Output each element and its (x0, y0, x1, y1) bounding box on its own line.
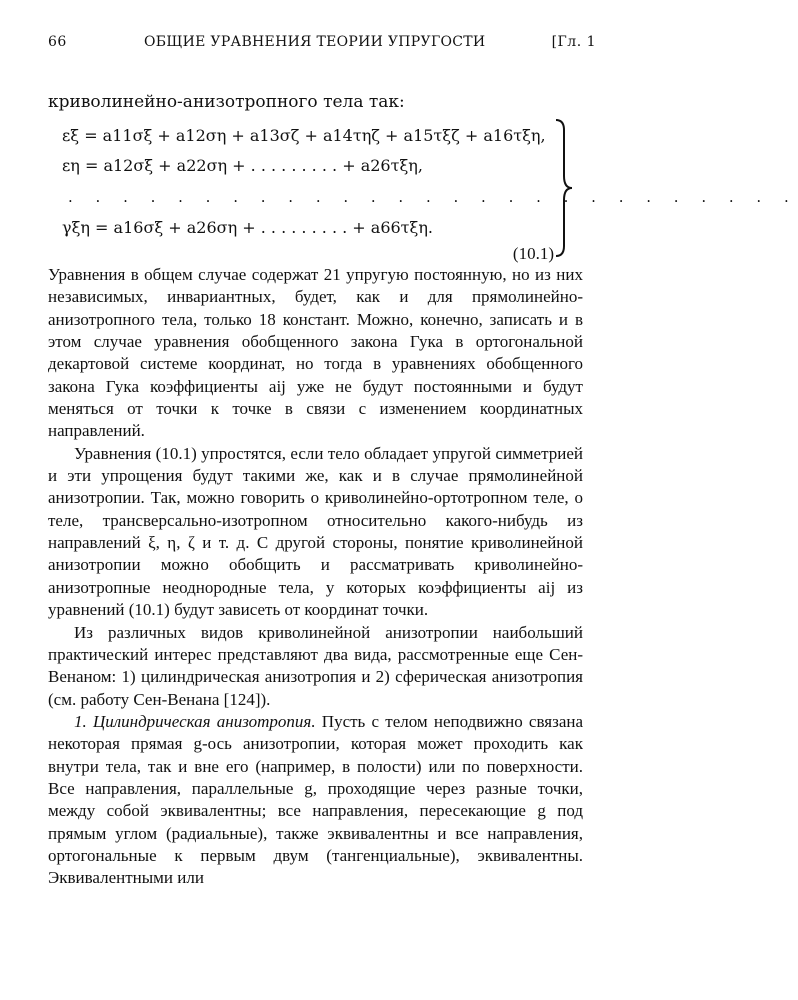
page-number: 66 (48, 34, 67, 50)
chapter-reference: [Гл. 1 (551, 34, 596, 50)
section-heading-cylindrical: 1. Цилиндрическая анизотропия. (74, 711, 316, 731)
body-text (48, 264, 583, 890)
paragraph-4-text: Пусть с телом неподвижно связана некоторая прямая g-ось анизотропии, которая может проходить как внутри тела, так и вне его (например, в полости) или по поверхности. Все направления, параллельные g, проходящие через разные точки, между собой эквивалентны; все направления, пересекающие g под прямым углом (радиальные), также эквивалентны и все направления, ортогональные к первым двум (тангенциальные), эквивалентны. Эквивалентными или (48, 711, 584, 888)
paragraph-1: Уравнения в общем случае содержат 21 упругую постоянную, но из них независимых, инвариантных, будет, как и для прямолинейно-анизотропного тела, только 18 констант. Можно, конечно, записать и в этом случае уравнения обобщенного закона Гука в ортогональной декартовой системе координат, но тогда в уравнениях обобщенного закона Гука коэффициенты aij уже не будут постоянными и будут меняться от точки к точке в связи с изменением координатных направлений. (48, 265, 583, 441)
equation-system (62, 118, 798, 268)
running-title: ОБЩИЕ УРАВНЕНИЯ ТЕОРИИ УПРУГОСТИ (144, 34, 486, 50)
paragraph-3: Из различных видов криволинейной анизотропии наибольший практический интерес представляют два вида, рассмотренные еще Сен-Венаном: 1) цилиндрическая анизотропия и 2) сферическая анизотропия (см. работу Сен-Венана [124]). (48, 622, 583, 709)
running-header (48, 34, 596, 58)
lead-in-text: криволинейно-анизотропного тела так: (48, 92, 405, 112)
paragraph-4 (48, 711, 583, 890)
equation-line-1: εξ = a11σξ + a12ση + a13σζ + a14τηζ + a15τξζ + a16τξη, (62, 126, 546, 145)
equation-ellipsis-row: . . . . . . . . . . . . . . . . . . . . . . . . . . . (68, 188, 798, 206)
right-brace-icon (554, 118, 578, 258)
equation-line-2: εη = a12σξ + a22ση + . . . . . . . . . + a26τξη, (62, 156, 423, 175)
equation-line-4: γξη = a16σξ + a26ση + . . . . . . . . . + a66τξη. (62, 218, 434, 237)
equation-number: (10.1) (512, 244, 554, 263)
paragraph-2: Уравнения (10.1) упростятся, если тело обладает упругой симметрией и эти упрощения будут такими же, как и в случае прямолинейной анизотропии. Так, можно говорить о криволинейно-ортотропном теле, о теле, трансверсально-изотропном относительно какого-нибудь из направлений ξ, η, ζ и т. д. С другой стороны, понятие криволинейной анизотропии можно обобщить и рассматривать криволинейно-анизотропные неоднородные тела, у которых коэффициенты aij из уравнений (10.1) будут зависеть от координат точки. (48, 443, 583, 620)
